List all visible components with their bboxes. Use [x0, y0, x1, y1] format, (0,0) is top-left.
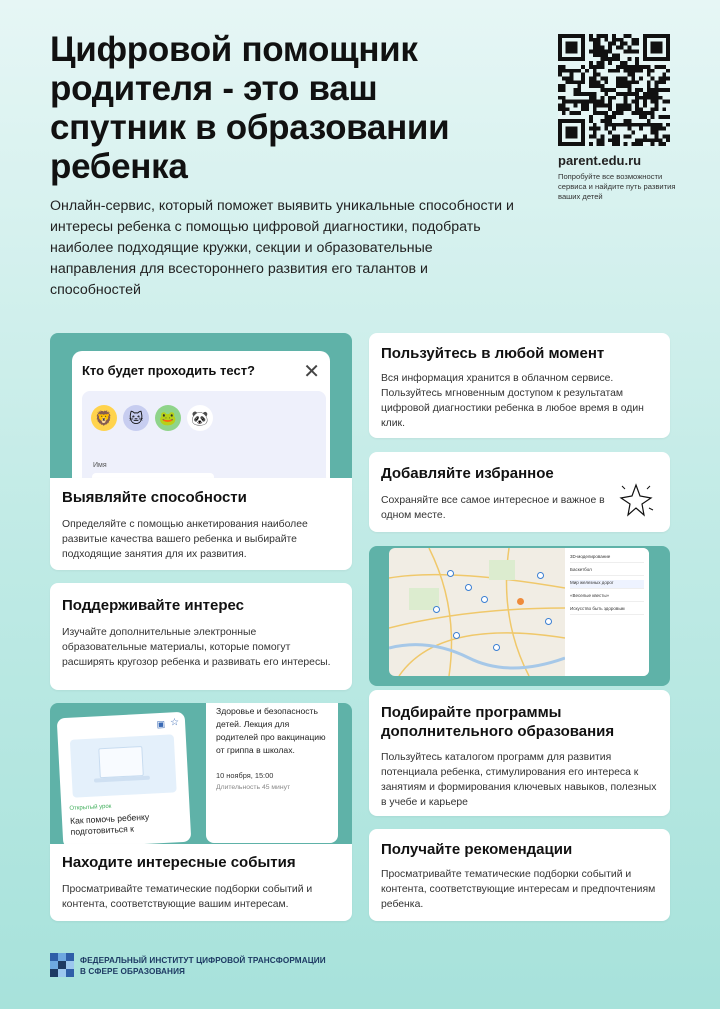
lesson-tag: Открытый урок — [69, 803, 112, 812]
calendar-icon[interactable]: ▣ — [156, 718, 166, 730]
map-results-list — [565, 548, 649, 676]
card-interest-title: Поддерживайте интерес — [62, 597, 245, 614]
star-outline-icon[interactable]: ☆ — [169, 717, 180, 729]
map-pin[interactable] — [481, 596, 488, 603]
card-anytime-text: Вся информация хранится в облачном сервисе. Пользуйтесь мгновенным доступом к результатам цифровой диагностики ребенка в любое время в один клик. — [381, 373, 644, 429]
map-pin[interactable] — [465, 584, 472, 591]
qr-url[interactable]: parent.edu.ru — [558, 153, 642, 168]
news-text: Здоровье и безопасность детей. Лекция для родителей про вакцинацию от гриппа в школах. — [216, 706, 326, 755]
card-events-title: Находите интересные события — [62, 854, 296, 871]
list-item[interactable]: Мир железных дорог — [570, 580, 644, 589]
card-anytime-title: Пользуйтесь в любой момент — [381, 345, 605, 362]
card-programs-text: Пользуйтесь каталогом программ для развития потенциала ребенка, стимулирования его интереса к занятиям и формирования ключевых навыков, полезных в учебе и карьере — [381, 752, 657, 808]
qr-note: Попробуйте все возможности сервиса и найдите путь развития ваших детей — [558, 172, 676, 201]
laptop-icon — [70, 734, 177, 797]
list-item[interactable]: Баскетбол — [570, 567, 644, 576]
card-recommend — [369, 829, 670, 921]
qr-code[interactable] — [558, 34, 670, 146]
card-programs — [369, 690, 670, 816]
card-abilities-title: Выявляйте способности — [62, 489, 247, 506]
card-interest-text: Изучайте дополнительные электронные образовательные материалы, которые помогут расширять кругозор ребенка и развивать его интересы. — [62, 627, 331, 668]
news-duration: Длительность 45 минут — [216, 784, 291, 791]
modal-title: Кто будет проходить тест? — [82, 363, 255, 378]
page-title: Цифровой помощник родителя - это ваш спутник в образовании ребенка — [50, 30, 450, 186]
card-interest — [50, 583, 352, 690]
card-favorites-text: Сохраняйте все самое интересное и важное в одном месте. — [381, 495, 605, 521]
card-anytime — [369, 333, 670, 438]
intro-text: Онлайн-сервис, который поможет выявить уникальные способности и интересы ребенка с помощью цифровой диагностики, подобрать наиболее подходящие кружки, секции и образовательные направления для всестороннего развития его талантов и способностей — [50, 198, 514, 298]
map-view[interactable] — [389, 548, 649, 676]
test-preview-panel — [50, 333, 352, 493]
name-label: Имя — [93, 462, 107, 469]
map-pin[interactable] — [545, 618, 552, 625]
map-pin[interactable] — [453, 632, 460, 639]
map-roads — [389, 548, 565, 676]
card-events — [50, 844, 352, 921]
news-card[interactable] — [206, 703, 338, 843]
list-item[interactable]: Искусство быть здоровым — [570, 606, 644, 615]
card-abilities-text: Определяйте с помощью анкетирования наиболее развитые качества вашего ребенка и выбирайте подходящие занятия для их развития. — [62, 519, 308, 560]
lesson-title: Как помочь ребенку подготовиться к — [69, 811, 150, 837]
list-item[interactable]: 3D-моделирование — [570, 554, 644, 563]
footer-org-line2: В СФЕРЕ ОБРАЗОВАНИЯ — [80, 967, 186, 976]
list-item[interactable]: «Веселые квесты» — [570, 593, 644, 602]
card-favorites-title: Добавляйте избранное — [381, 465, 554, 482]
avatar-cat[interactable]: 🐱 — [123, 405, 149, 431]
close-icon[interactable]: ✕ — [303, 361, 320, 383]
map-pin[interactable] — [537, 572, 544, 579]
footer-org — [80, 955, 326, 977]
card-programs-title: Подбирайте программы дополнительного образования — [381, 704, 615, 740]
card-events-text: Просматривайте тематические подборки событий и контента, соответствующие вашим интересам. — [62, 884, 313, 910]
avatar-panda[interactable]: 🐼 — [187, 405, 213, 431]
map-pin[interactable] — [433, 606, 440, 613]
news-date: 10 ноября, 15:00 — [216, 771, 274, 780]
institute-logo — [50, 953, 74, 977]
card-recommend-text: Просматривайте тематические подборки событий и контента, соответствующие интересам и предпочтениям ребенка. — [381, 869, 656, 910]
test-modal — [72, 351, 330, 493]
lesson-card[interactable] — [57, 712, 192, 849]
map-pin[interactable] — [447, 570, 454, 577]
avatar-frog[interactable]: 🐸 — [155, 405, 181, 431]
footer-org-line1: ФЕДЕРАЛЬНЫЙ ИНСТИТУТ ЦИФРОВОЙ ТРАНСФОРМАЦИИ — [80, 956, 326, 965]
star-sparkle-icon — [616, 480, 656, 520]
avatar-lion[interactable]: 🦁 — [91, 405, 117, 431]
map-pin[interactable] — [493, 644, 500, 651]
card-recommend-title: Получайте рекомендации — [381, 841, 573, 858]
map-preview-panel — [369, 546, 670, 686]
map-pin-selected[interactable] — [517, 598, 524, 605]
events-preview-panel — [50, 703, 352, 851]
card-abilities — [50, 478, 352, 570]
card-favorites — [369, 452, 670, 532]
